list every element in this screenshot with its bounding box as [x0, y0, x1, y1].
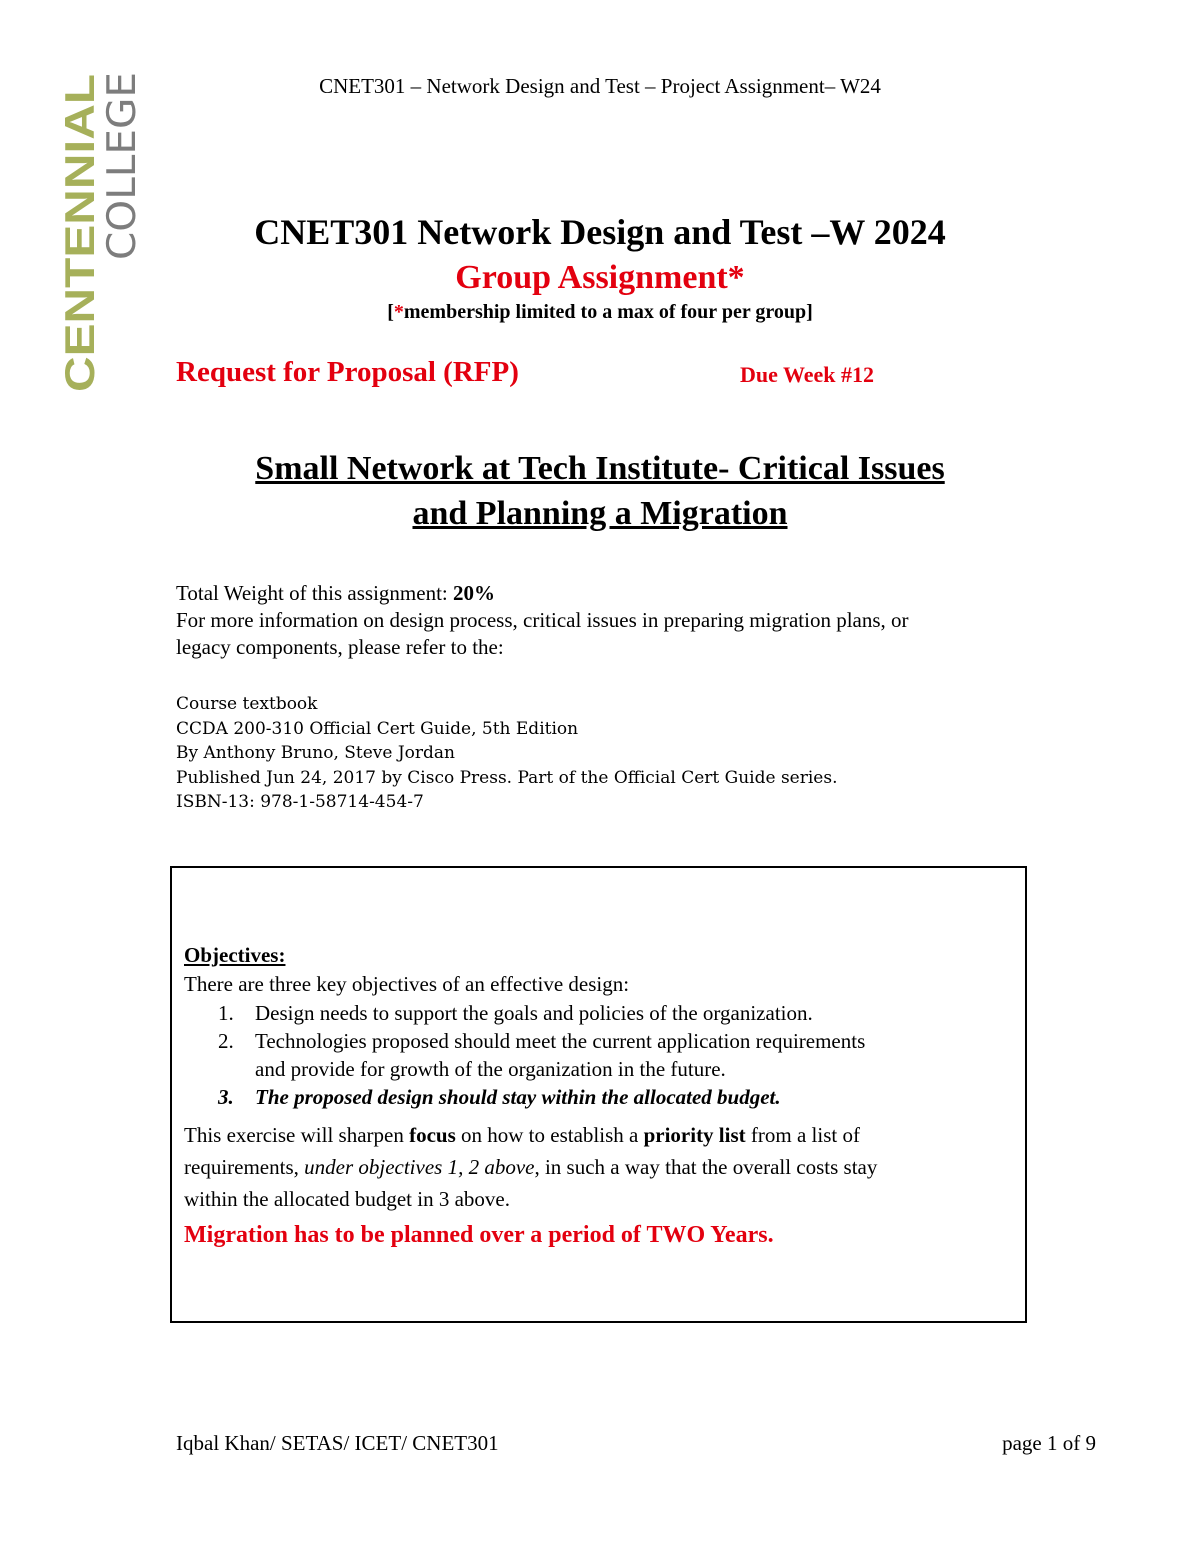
membership-note	[0, 301, 1200, 324]
paragraph-text: , in such a way that the overall costs stay	[534, 1155, 878, 1179]
weight-value: 20%	[453, 581, 496, 605]
objective-item	[184, 1027, 1004, 1083]
objective-number: 1.	[218, 1001, 234, 1025]
objective-text-continued: and provide for growth of the organization in the future.	[255, 1057, 726, 1081]
due-date: Due Week #12	[740, 362, 875, 387]
paragraph-line-2	[184, 1151, 1004, 1183]
weight-label: Total Weight of this assignment:	[176, 581, 454, 605]
paragraph-emphasis-priority: priority list	[643, 1123, 746, 1147]
paragraph-line-1	[184, 1119, 1004, 1151]
objectives-intro: There are three key objectives of an effective design:	[184, 972, 630, 996]
textbook-reference	[176, 692, 1036, 815]
membership-bracket: [	[387, 301, 394, 323]
objective-number: 3.	[218, 1085, 234, 1109]
more-info-line-2: legacy components, please refer to the:	[176, 635, 504, 659]
document-title	[0, 446, 1200, 536]
document-title-line-2: and Planning a Migration	[412, 495, 788, 532]
book-line-5: ISBN-13: 978-1-58714-454-7	[176, 792, 424, 812]
running-header: CNET301 – Network Design and Test – Project Assignment– W24	[319, 74, 881, 98]
paragraph-line-3: within the allocated budget in 3 above.	[184, 1187, 510, 1211]
logo-word-college: COLLEGE	[100, 79, 145, 260]
group-assignment-title: Group Assignment*	[455, 259, 745, 296]
course-title: CNET301 Network Design and Test –W 2024	[254, 212, 946, 252]
weight-line	[176, 580, 1036, 607]
book-line-4: Published Jun 24, 2017 by Cisco Press. Part of the Official Cert Guide series.	[176, 767, 838, 788]
objectives-list	[184, 999, 1004, 1111]
membership-text: membership limited to a max of four per group]	[403, 301, 813, 323]
assignment-info	[176, 580, 1036, 661]
book-line-2: CCDA 200-310 Official Cert Guide, 5th Edition	[176, 718, 579, 739]
rfp-label: Request for Proposal (RFP)	[176, 356, 519, 388]
paragraph-text: This exercise will sharpen	[184, 1123, 410, 1147]
objective-text: Design needs to support the goals and policies of the organization.	[255, 1001, 813, 1025]
objectives-heading: Objectives:	[184, 943, 286, 967]
logo-word-centennial: CENTENNIAL	[56, 121, 103, 392]
objective-text: The proposed design should stay within the allocated budget.	[255, 1085, 781, 1109]
book-line-3: By Anthony Bruno, Steve Jordan	[176, 743, 456, 763]
more-info-line-1: For more information on design process, critical issues in preparing migration plans, or	[176, 608, 909, 632]
objectives-content	[184, 941, 1004, 1252]
objective-text: Technologies proposed should meet the current application requirements	[255, 1029, 866, 1053]
objectives-paragraph	[184, 1119, 1004, 1215]
paragraph-italic: under objectives 1, 2 above	[304, 1155, 535, 1179]
objective-number: 2.	[218, 1029, 234, 1053]
objective-item	[184, 1083, 1004, 1111]
migration-note: Migration has to be planned over a period of TWO Years.	[184, 1222, 774, 1248]
paragraph-text: from a list of	[745, 1123, 860, 1147]
book-line-1: Course textbook	[176, 694, 318, 714]
paragraph-text: requirements,	[184, 1155, 305, 1179]
membership-asterisk: *	[393, 301, 404, 323]
objective-item	[184, 999, 1004, 1027]
document-title-line-1: Small Network at Tech Institute- Critical Issues	[255, 450, 945, 487]
paragraph-text: on how to establish a	[455, 1123, 644, 1147]
footer-author: Iqbal Khan/ SETAS/ ICET/ CNET301	[176, 1431, 499, 1455]
paragraph-emphasis-focus: focus	[409, 1123, 456, 1147]
footer-page-number: page 1 of 9	[1002, 1431, 1096, 1455]
